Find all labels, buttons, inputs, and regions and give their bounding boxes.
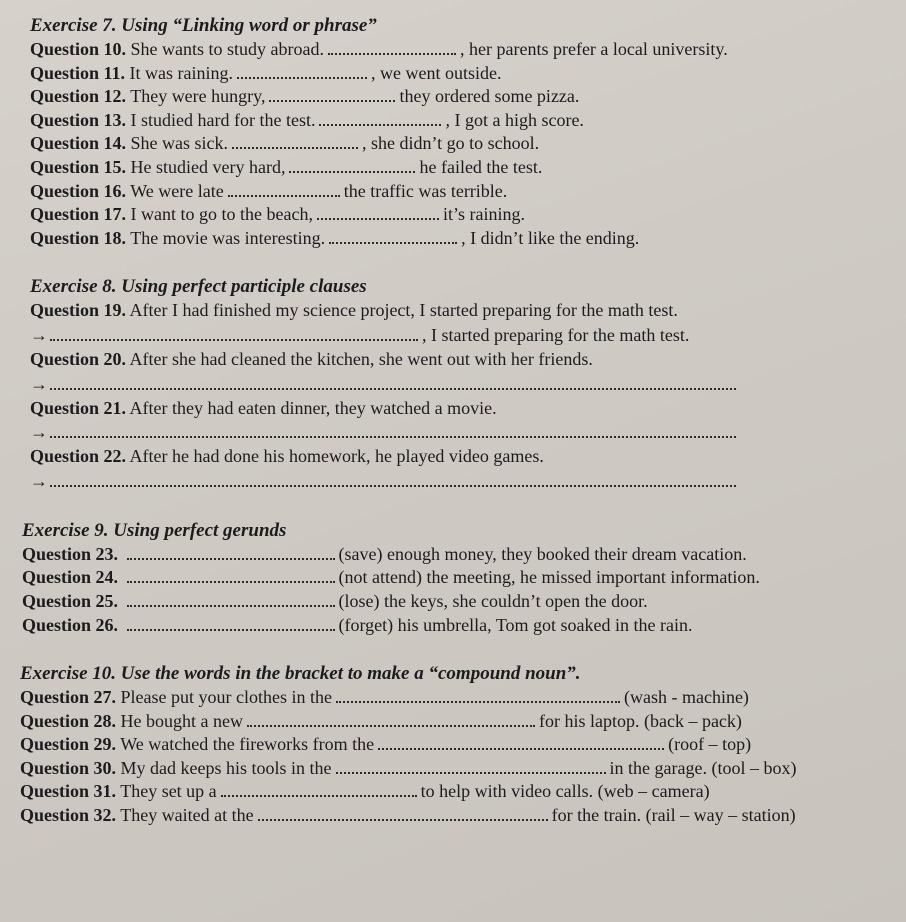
answer-blank[interactable] — [329, 229, 457, 244]
question-label: Question 26. — [22, 614, 119, 635]
question-text: My dad keeps his tools in the — [120, 757, 332, 778]
question-text: (forget) his umbrella, Tom got soaked in the rain. — [338, 614, 693, 635]
question-label: Question 22. — [30, 446, 127, 467]
answer-blank[interactable] — [127, 568, 335, 583]
question-text: The movie was interesting. — [130, 227, 326, 248]
question-text: , I got a high score. — [445, 109, 584, 130]
answer-blank[interactable] — [127, 616, 335, 631]
question-text: After I had finished my science project, I started preparing for the math test. — [129, 300, 678, 321]
answer-line — [30, 469, 906, 494]
question-label: Question 11. — [30, 62, 126, 83]
question-15 — [30, 156, 906, 180]
question-text: (roof – top) — [668, 734, 752, 755]
question-label: Question 32. — [20, 805, 117, 826]
answer-blank[interactable] — [221, 782, 417, 797]
question-19 — [30, 299, 906, 323]
question-29 — [20, 733, 906, 757]
question-12 — [30, 85, 906, 109]
question-18 — [30, 227, 906, 251]
question-text: He bought a new — [120, 710, 243, 731]
question-label: Question 19. — [30, 300, 127, 321]
question-text: (wash - machine) — [623, 687, 749, 708]
question-text: (save) enough money, they booked their dream vacation. — [338, 543, 747, 564]
question-text: I studied hard for the test. — [130, 109, 316, 130]
question-21 — [30, 397, 906, 421]
question-label: Question 20. — [30, 348, 127, 369]
question-text: She was sick. — [130, 133, 229, 154]
question-text: After she had cleaned the kitchen, she went out with her friends. — [129, 348, 593, 369]
question-text: the traffic was terrible. — [343, 180, 508, 201]
answer-blank[interactable] — [336, 759, 606, 774]
question-text: It was raining. — [129, 62, 234, 83]
question-text: They set up a — [120, 781, 217, 802]
question-text: he failed the test. — [419, 156, 543, 177]
answer-blank[interactable] — [127, 592, 335, 607]
question-23 — [22, 543, 906, 567]
question-text: After he had done his homework, he played video games. — [129, 446, 544, 467]
question-label: Question 13. — [30, 109, 127, 130]
question-11 — [30, 62, 906, 86]
question-label: Question 25. — [22, 590, 119, 611]
arrow-icon: → — [30, 324, 48, 345]
question-31 — [20, 780, 906, 804]
answer-blank[interactable] — [247, 712, 535, 727]
question-label: Question 16. — [30, 180, 127, 201]
question-text: in the garage. (tool – box) — [609, 757, 797, 778]
question-text: , her parents prefer a local university. — [460, 39, 728, 59]
question-20 — [30, 348, 906, 372]
question-text: they ordered some pizza. — [399, 86, 580, 107]
question-label: Question 30. — [20, 757, 117, 778]
question-label: Question 23. — [22, 543, 119, 564]
answer-blank[interactable] — [237, 64, 367, 79]
question-text: After they had eaten dinner, they watched a movie. — [129, 397, 497, 418]
question-label: Question 28. — [20, 710, 117, 731]
answer-line — [30, 420, 906, 445]
question-text: it’s raining. — [442, 204, 525, 225]
question-text: , I didn’t like the ending. — [461, 227, 640, 248]
question-27 — [20, 686, 906, 710]
question-26 — [22, 614, 906, 638]
question-22 — [30, 445, 906, 469]
question-text: , she didn’t go to school. — [362, 133, 540, 154]
exercise-7-title: Exercise 7. Using “Linking word or phrase” — [30, 15, 377, 36]
answer-blank[interactable] — [317, 205, 439, 220]
answer-blank[interactable] — [228, 182, 340, 197]
question-label: Question 15. — [30, 156, 127, 177]
question-text: Please put your clothes in the — [120, 687, 332, 708]
arrow-icon: → — [30, 470, 48, 491]
arrow-icon: → — [30, 422, 48, 443]
question-label: Question 12. — [30, 86, 127, 107]
question-32 — [20, 804, 906, 828]
question-text: (lose) the keys, she couldn’t open the door. — [338, 590, 648, 611]
answer-line — [30, 323, 906, 348]
question-14 — [30, 132, 906, 156]
question-label: Question 24. — [22, 567, 119, 588]
question-text: She wants to study abroad. — [130, 39, 324, 59]
answer-blank[interactable] — [50, 472, 736, 487]
answer-blank[interactable] — [269, 87, 395, 102]
question-text: We were late — [130, 180, 224, 201]
question-text: for the train. (rail – way – station) — [551, 805, 796, 826]
question-label: Question 18. — [30, 227, 127, 248]
answer-blank[interactable] — [289, 158, 415, 173]
question-label: Question 17. — [30, 204, 127, 225]
answer-blank[interactable] — [50, 326, 418, 341]
question-text: , we went outside. — [371, 62, 502, 83]
question-text: They were hungry, — [130, 86, 266, 107]
answer-line — [30, 372, 906, 397]
answer-blank[interactable] — [50, 423, 736, 438]
question-24 — [22, 566, 906, 590]
worksheet-page — [20, 14, 906, 828]
question-text: to help with video calls. (web – camera) — [420, 781, 710, 802]
question-label: Question 27. — [20, 687, 117, 708]
answer-blank[interactable] — [328, 40, 456, 55]
question-28 — [20, 710, 906, 734]
question-17 — [30, 203, 906, 227]
question-text: for his laptop. (back – pack) — [538, 710, 742, 731]
question-label: Question 10. — [30, 39, 127, 59]
exercise-8-title: Exercise 8. Using perfect participle clauses — [30, 276, 367, 298]
exercise-10-title: Exercise 10. Use the words in the bracket to make a “compound noun”. — [20, 663, 581, 685]
question-13 — [30, 109, 906, 133]
question-10 — [30, 38, 906, 62]
question-30 — [20, 757, 906, 781]
answer-blank[interactable] — [50, 375, 736, 390]
question-25 — [22, 590, 906, 614]
answer-blank[interactable] — [319, 111, 441, 126]
arrow-icon: → — [30, 373, 48, 394]
question-text: They waited at the — [120, 805, 254, 826]
answer-blank[interactable] — [258, 806, 548, 821]
answer-blank[interactable] — [127, 545, 335, 560]
question-label: Question 31. — [20, 781, 117, 802]
answer-blank[interactable] — [232, 134, 358, 149]
exercise-9-title: Exercise 9. Using perfect gerunds — [22, 519, 287, 541]
answer-tail: , I started preparing for the math test. — [422, 324, 690, 345]
answer-blank[interactable] — [336, 688, 620, 703]
question-text: We watched the fireworks from the — [120, 734, 375, 755]
answer-blank[interactable] — [378, 735, 664, 750]
question-label: Question 14. — [30, 133, 127, 154]
question-text: (not attend) the meeting, he missed important information. — [338, 567, 760, 588]
question-label: Question 21. — [30, 397, 127, 418]
question-label: Question 29. — [20, 734, 117, 755]
question-text: He studied very hard, — [130, 156, 286, 177]
question-16 — [30, 180, 906, 204]
question-text: I want to go to the beach, — [130, 204, 313, 225]
